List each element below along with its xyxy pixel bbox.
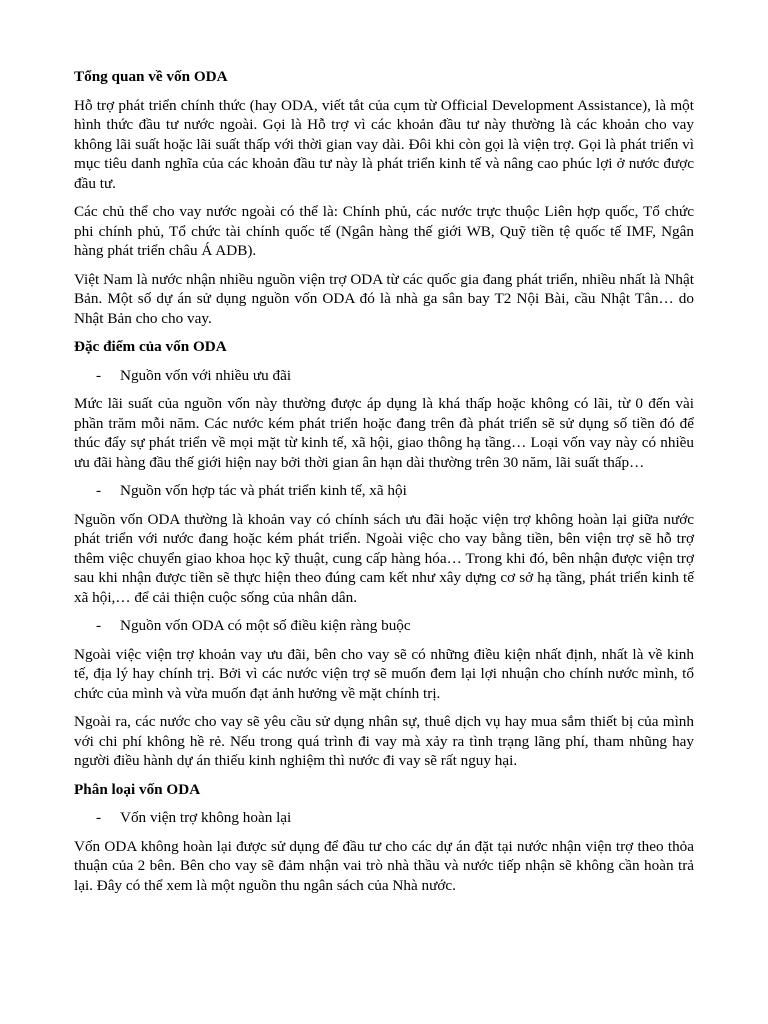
bullet-dash: - xyxy=(96,809,102,826)
bullet-dash: - xyxy=(96,366,102,384)
paragraph-cooperation: Nguồn vốn ODA thường là khoản vay có chính sách ưu đãi hoặc viện trợ không hoàn lại giữa nước phát triển với nước đang hoặc kém phát triển. Ngoài việc cho vay bằng tiền, bên viện trợ sẽ hỗ trợ thêm việc chuyển giao khoa học kỹ thuật, cung cấp hàng hóa… Trong khi đó, bên nhận được viện trợ sau khi nhận được tiền sẽ thực hiện theo đúng cam kết như xây dựng cơ sở hạ tầng, phát triển kinh tế xã hội,… để cải thiện cuộc sống của nhân dân. xyxy=(74,510,694,606)
paragraph-lenders: Các chủ thể cho vay nước ngoài có thể là: Chính phủ, các nước trực thuộc Liên hợp quốc, Tổ chức phi chính phủ, Tổ chức tài chính quốc tế (Ngân hàng thế giới WB, Quỹ tiền tệ quốc tế IMF, Ngân hàng phát triển châu Á ADB). xyxy=(74,203,694,259)
bullet-text-cooperation: Nguồn vốn hợp tác và phát triển kinh tế, xã hội xyxy=(120,482,407,499)
bullet-text-grant-aid: Vốn viện trợ không hoàn lại xyxy=(120,809,292,826)
bullet-item xyxy=(74,808,694,828)
bullet-item xyxy=(74,366,694,386)
document-page xyxy=(74,67,694,904)
paragraph-grant-aid: Vốn ODA không hoàn lại được sử dụng để đầu tư cho các dự án đặt tại nước nhận viện trợ theo thỏa thuận của 2 bên. Bên cho vay sẽ đảm nhận vai trò nhà thầu và nước tiếp nhận sẽ không cần hoàn trả lại. Đây có thể xem là một nguồn thu ngân sách của Nhà nước. xyxy=(74,837,694,894)
section-heading-overview: Tổng quan về vốn ODA xyxy=(74,68,228,85)
bullet-item xyxy=(74,481,694,501)
section-heading-characteristics: Đặc điểm của vốn ODA xyxy=(74,338,227,355)
bullet-dash: - xyxy=(96,617,102,634)
paragraph-vietnam: Việt Nam là nước nhận nhiều nguồn viện trợ ODA từ các quốc gia đang phát triển, nhiều nhất là Nhật Bản. Một số dự án sử dụng nguồn vốn ODA đó là nhà ga sân bay T2 Nội Bài, cầu Nhật Tân… do Nhật Bản cho cho vay. xyxy=(74,270,694,327)
paragraph-conditions: Ngoài việc viện trợ khoản vay ưu đãi, bên cho vay sẽ có những điều kiện nhất định, nhất là về kinh tế, địa lý hay chính trị. Bởi vì các nước viện trợ sẽ muốn đem lại lợi nhuận cho chính nước mình, tổ chức của mình và vừa muốn đạt ảnh hưởng về mặt chính trị. xyxy=(74,645,694,702)
paragraph-additional-requirements: Ngoài ra, các nước cho vay sẽ yêu cầu sử dụng nhân sự, thuê dịch vụ hay mua sắm thiết bị của mình với chi phí không hề rẻ. Nếu trong quá trình đi vay mà xảy ra tình trạng lãng phí, tham nhũng hay người điều hành dự án thiếu kinh nghiệm thì nước đi vay sẽ rất nguy hại. xyxy=(74,713,694,769)
bullet-text-incentives: Nguồn vốn với nhiều ưu đãi xyxy=(120,366,292,384)
bullet-item xyxy=(74,616,694,636)
bullet-text-conditions: Nguồn vốn ODA có một số điều kiện ràng buộc xyxy=(120,617,411,634)
paragraph-oda-definition: Hỗ trợ phát triển chính thức (hay ODA, viết tắt của cụm từ Official Development Assistance), là một hình thức đầu tư nước ngoài. Gọi là Hỗ trợ vì các khoản đầu tư này thường là các khoản cho vay không lãi suất hoặc lãi suất thấp với thời gian vay dài. Đôi khi còn gọi là viện trợ. Gọi là phát triển vì mục tiêu danh nghĩa của các khoản đầu tư này là phát triển kinh tế và nâng cao phúc lợi ở nước được đầu tư. xyxy=(74,96,694,192)
paragraph-interest-rates: Mức lãi suất của nguồn vốn này thường được áp dụng là khá thấp hoặc không có lãi, từ 0 đến vài phần trăm mỗi năm. Các nước kém phát triển hoặc đang trên đà phát triển sẽ sử dụng số tiền đó để thúc đẩy sự phát triển về mọi mặt từ kinh tế, xã hội, giao thông hạ tầng… Loại vốn vay này có nhiều ưu đãi hàng đầu thế giới hiện nay bởi thời gian ân hạn dài thường trên 30 năm, lãi suất thấp… xyxy=(74,395,694,471)
section-heading-classification: Phân loại vốn ODA xyxy=(74,780,201,798)
bullet-dash: - xyxy=(96,482,102,499)
